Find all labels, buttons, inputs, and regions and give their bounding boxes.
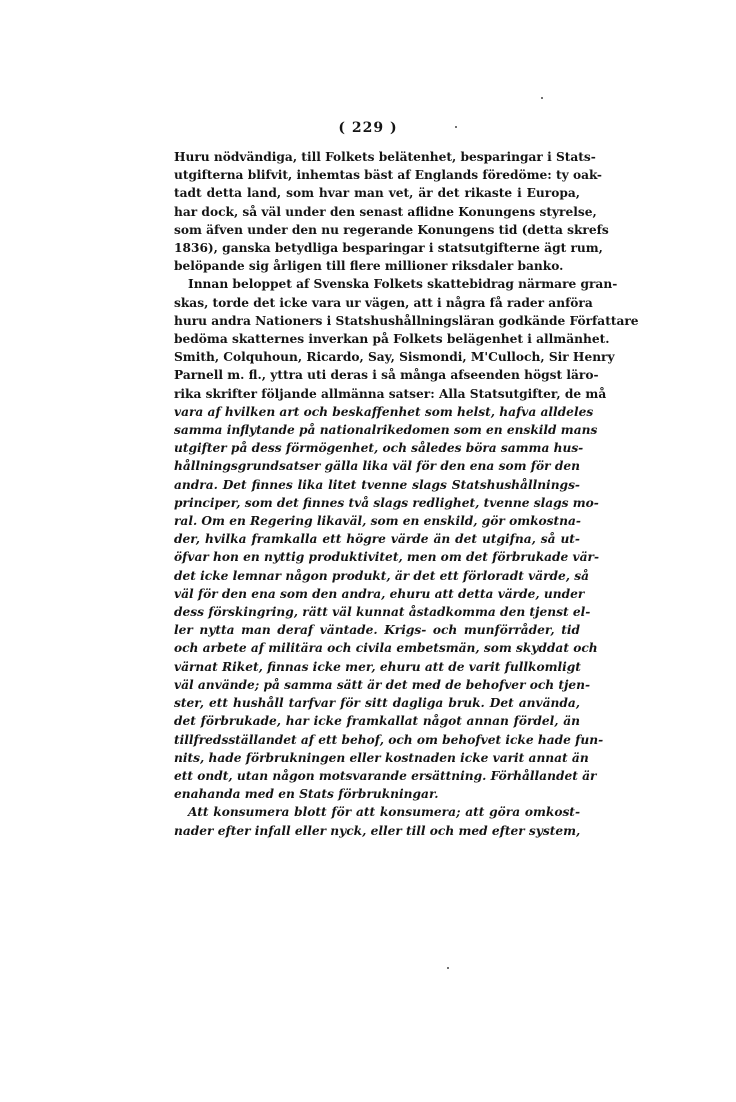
text-line: huru andra Nationers i Statshushållningsläran godkände Författare: [174, 313, 639, 328]
text-line: belöpande sig årligen till flere millioner riksdaler banko.: [174, 259, 564, 274]
text-line: som äfven under den nu regerande Konungens tid (detta skrefs: [174, 222, 609, 237]
text-line: nits, hade förbrukningen eller kostnaden icke varit annat än: [174, 750, 589, 765]
text-line: principer, som det finnes två slags redlighet, tvenne slags mo-: [174, 495, 599, 510]
text-line: det icke lemnar någon produkt, är det ett förloradt värde, så: [174, 568, 590, 583]
page-number: ( 229 ): [338, 120, 398, 136]
text-line: samma inflytande på nationalrikedomen som en enskild mans: [174, 423, 598, 438]
ink-speck: [455, 126, 457, 128]
text-line: vara af hvilken art och beskaffenhet som helst, hafva alldeles: [174, 404, 594, 419]
text-line: Parnell m. fl., yttra uti deras i så många afseenden högst läro-: [174, 368, 599, 383]
text-line: Smith, Colquhoun, Ricardo, Say, Sismondi, M'Culloch, Sir Henry: [174, 350, 615, 365]
text-line: hållningsgrundsatser gälla lika väl för den ena som för den: [174, 459, 580, 474]
text-line: 1836), ganska betydliga besparingar i statsutgifterne ägt rum,: [174, 241, 603, 256]
ink-speck: [541, 97, 543, 99]
ink-speck: [447, 967, 449, 969]
text-line: tadt detta land, som hvar man vet, är det rikaste i Europa,: [174, 186, 580, 201]
text-line: Innan beloppet af Svenska Folkets skattebidrag närmare gran-: [188, 277, 618, 292]
text-line: Att konsumera blott för att konsumera; att göra omkost-: [188, 805, 580, 820]
text-line: ral. Om en Regering likaväl, som en enskild, gör omkostna-: [174, 514, 581, 529]
text-line: ett ondt, utan någon motsvarande ersättning. Förhållandet är: [174, 768, 597, 783]
text-line: och arbete af militära och civila embetsmän, som skyddat och: [174, 641, 598, 656]
text-line: väl för den ena som den andra, ehuru att detta värde, under: [174, 586, 585, 601]
text-line: ster, ett hushåll tarfvar för sitt dagliga bruk. Det använda,: [174, 696, 580, 711]
text-line: utgifterna blifvit, inhemtas bäst af Englands föredöme: ty oak-: [174, 168, 602, 183]
text-line: skas, torde det icke vara ur vägen, att i några få rader anföra: [174, 295, 593, 310]
text-line: rika skrifter följande allmänna satser: Alla Statsutgifter, de må: [174, 386, 607, 401]
text-line: ler nytta man deraf väntade. Krigs- och munförråder, tid: [174, 623, 580, 638]
text-line: utgifter på dess förmögenhet, och således böra samma hus-: [174, 441, 584, 456]
text-line: det förbrukade, har icke framkallat något annan fördel, än: [174, 714, 580, 729]
text-line: nader efter infall eller nyck, eller till och med efter system,: [174, 823, 581, 838]
text-line: der, hvilka framkalla ett högre värde än det utgifna, så ut-: [174, 532, 580, 547]
text-line: enahanda med en Stats förbrukningar.: [174, 787, 439, 802]
text-line: andra. Det finnes lika litet tvenne slags Statshushållnings-: [174, 477, 580, 492]
text-line: väl använde; på samma sätt är det med de behofver och tjen-: [174, 677, 591, 692]
text-line: öfvar hon en nyttig produktivitet, men om det förbrukade vär-: [174, 550, 600, 565]
text-line: har dock, så väl under den senast aflidne Konungens styrelse,: [174, 204, 597, 219]
text-line: värnat Riket, finnas icke mer, ehuru att de varit fullkomligt: [174, 659, 581, 674]
text-line: Huru nödvändiga, till Folkets belätenhet, besparingar i Stats-: [174, 150, 596, 164]
text-line: dess förskingring, rätt väl kunnat åstadkomma den tjenst el-: [174, 605, 591, 620]
text-line: bedöma skatternes inverkan på Folkets belägenhet i allmänhet.: [174, 332, 610, 347]
body-text: [174, 148, 639, 840]
text-line: tillfredsställandet af ett behof, och om behofvet icke hade fun-: [174, 732, 604, 747]
